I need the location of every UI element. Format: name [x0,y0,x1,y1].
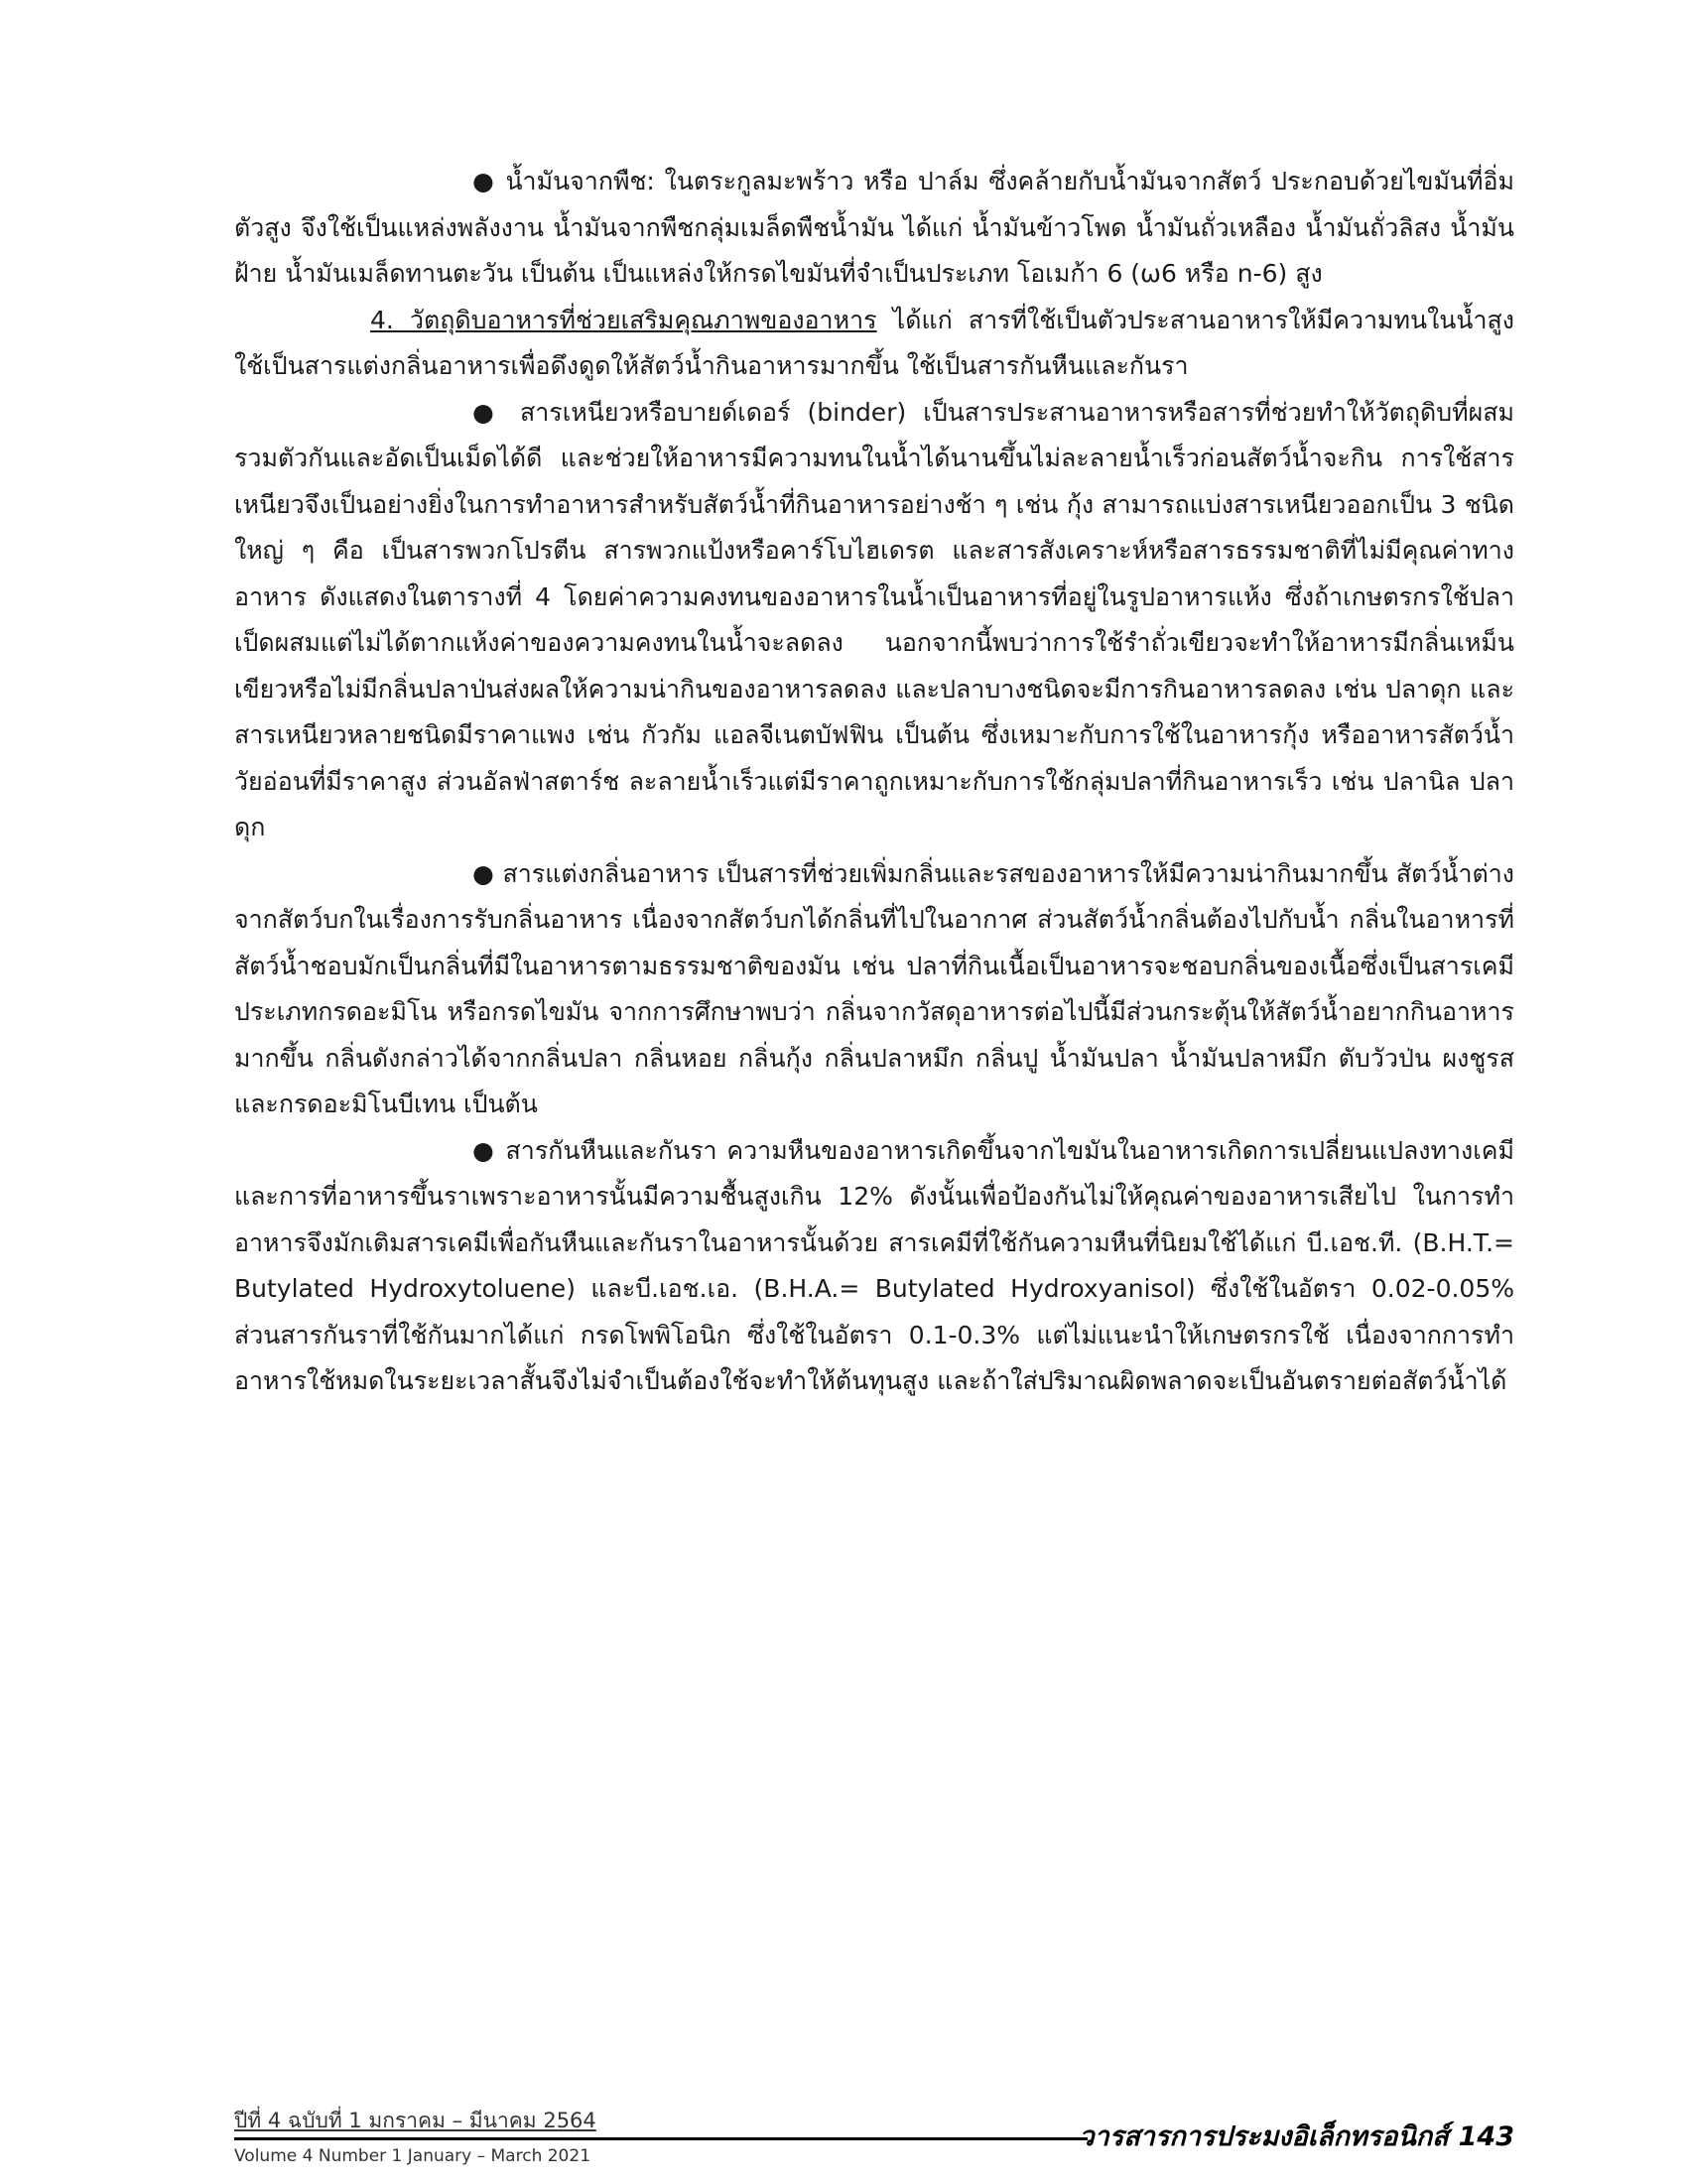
journal-title: วารสารการประมงอิเล็กทรอนิกส์ [1079,2121,1449,2152]
paragraph-text: น้ำมันจากพืช: ในตระกูลมะพร้าว หรือ ปาล์ม ซึ่งคล้ายกับน้ำมันจากสัตว์ ประกอบด้วยไขมันที่อิ่มตัวสูง จึงใช้เป็นแหล่งพลังงาน น้ำมันจากพืชกลุ่มเมล็ดพืชน้ำมัน ได้แก่ น้ำมันข้าวโพด น้ำมันถั่วเหลือง น้ำมันถั่วลิสง น้ำมันฝ้าย น้ำมันเมล็ดทานตะวัน เป็นต้น เป็นแหล่งให้กรดไขมันที่จำเป็นประเภท โอเมก้า 6 (ω6 หรือ n-6) สูง [234,167,1514,288]
paragraph-binder [234,390,1514,851]
page-footer [234,2108,1514,2167]
journal-title-block [1079,2121,1514,2153]
paragraph-preservative [234,1128,1514,1405]
paragraph-text: สารเหนียวหรือบายด์เดอร์ (binder) เป็นสารประสานอาหารหรือสารที่ช่วยทำให้วัตถุดิบที่ผสมรวมตัวกันและอัดเป็นเม็ดได้ดี และช่วยให้อาหารมีความทนในน้ำได้นานขึ้นไม่ละลายน้ำเร็วก่อนสัตว์น้ำจะกิน การใช้สารเหนียวจึงเป็นอย่างยิ่งในการทำอาหารสำหรับสัตว์น้ำที่กินอาหารอย่างช้า ๆ เช่น กุ้ง สามารถแบ่งสารเหนียวออกเป็น 3 ชนิดใหญ่ ๆ คือ เป็นสารพวกโปรตีน สารพวกแป้งหรือคาร์โบไฮเดรต และสารสังเคราะห์หรือสารธรรมชาติที่ไม่มีคุณค่าทางอาหาร ดังแสดงในตารางที่ 4 โดยค่าความคงทนของอาหารในน้ำเป็นอาหารที่อยู่ในรูปอาหารแห้ง ซึ่งถ้าเกษตรกรใช้ปลาเป็ดผสมแต่ไม่ได้ตากแห้งค่าของความคงทนในน้ำจะลดลง นอกจากนี้พบว่าการใช้รำถั่วเขียวจะทำให้อาหารมีกลิ่นเหม็นเขียวหรือไม่มีกลิ่นปลาป่นส่งผลให้ความน่ากินของอาหารลดลง และปลาบางชนิดจะมีการกินอาหารลดลง เช่น ปลาดุก และสารเหนียวหลายชนิดมีราคาแพง เช่น กัวกัม แอลจีเนตบัฟฟิน เป็นต้น ซึ่งเหมาะกับการใช้ในอาหารกุ้ง หรืออาหารสัตว์น้ำวัยอ่อนที่มีราคาสูง ส่วนอัลฟ่าสตาร์ช ละลายน้ำเร็วแต่มีราคาถูกเหมาะกับการใช้กลุ่มปลาที่กินอาหารเร็ว เช่น ปลานิล ปลาดุก [234,397,1514,841]
footer-rule [234,2137,1088,2140]
article-body [234,159,1514,1405]
section-heading: 4. วัตถุดิบอาหารที่ช่วยเสริมคุณภาพของอาหาร [370,305,877,334]
paragraph-text: ได้แก่ สารที่ใช้เป็นตัวประสานอาหารให้มีความทนในน้ำสูง ใช้เป็นสารแต่งกลิ่นอาหารเพื่อดึงดูดให้สัตว์น้ำกินอาหารมากขึ้น ใช้เป็นสารกันหืนและกันรา [234,305,1514,380]
issue-thai: ปีที่ 4 ฉบับที่ 1 มกราคม – มีนาคม 2564 [234,2109,596,2132]
paragraph-section-4 [234,298,1514,390]
issue-english: Volume 4 Number 1 January – March 2021 [234,2146,591,2166]
paragraph-plant-oil [234,159,1514,298]
paragraph-flavoring [234,851,1514,1128]
page-number: 143 [1458,2121,1514,2152]
paragraph-text: สารกันหืนและกันรา ความหืนของอาหารเกิดขึ้นจากไขมันในอาหารเกิดการเปลี่ยนแปลงทางเคมี และการที่อาหารขึ้นราเพราะอาหารนั้นมีความชื้นสูงเกิน 12% ดังนั้นเพื่อป้องกันไม่ให้คุณค่าของอาหารเสียไป ในการทำอาหารจึงมักเติมสารเคมีเพื่อกันหืนและกันราในอาหารนั้นด้วย สารเคมีที่ใช้กันความหืนที่นิยมใช้ได้แก่ บี.เอช.ที. (B.H.T.= Butylated Hydroxytoluene) และบี.เอช.เอ. (B.H.A.= Butylated Hydroxyanisol) ซึ่งใช้ในอัตรา 0.02-0.05% ส่วนสารกันราที่ใช้กันมากได้แก่ กรดโพพิโอนิก ซึ่งใช้ในอัตรา 0.1-0.3% แต่ไม่แนะนำให้เกษตรกรใช้ เนื่องจากการทำอาหารใช้หมดในระยะเวลาสั้นจึงไม่จำเป็นต้องใช้จะทำให้ต้นทุนสูง และถ้าใส่ปริมาณผิดพลาดจะเป็นอันตรายต่อสัตว์น้ำได้ [234,1135,1514,1395]
paragraph-text: สารแต่งกลิ่นอาหาร เป็นสารที่ช่วยเพิ่มกลิ่นและรสของอาหารให้มีความน่ากินมากขึ้น สัตว์น้ำต่างจากสัตว์บกในเรื่องการรับกลิ่นอาหาร เนื่องจากสัตว์บกได้กลิ่นที่ไปในอากาศ ส่วนสัตว์น้ำกลิ่นต้องไปกับน้ำ กลิ่นในอาหารที่สัตว์น้ำชอบมักเป็นกลิ่นที่มีในอาหารตามธรรมชาติของมัน เช่น ปลาที่กินเนื้อเป็นอาหารจะชอบกลิ่นของเนื้อซึ่งเป็นสารเคมีประเภทกรดอะมิโน หรือกรดไขมัน จากการศึกษาพบว่า กลิ่นจากวัสดุอาหารต่อไปนี้มีส่วนกระตุ้นให้สัตว์น้ำอยากกินอาหารมากขึ้น กลิ่นดังกล่าวได้จากกลิ่นปลา กลิ่นหอย กลิ่นกุ้ง กลิ่นปลาหมึก กลิ่นปู น้ำมันปลา น้ำมันปลาหมึก ตับวัวป่น ผงชูรส และกรดอะมิโนบีเทน เป็นต้น [234,858,1514,1118]
